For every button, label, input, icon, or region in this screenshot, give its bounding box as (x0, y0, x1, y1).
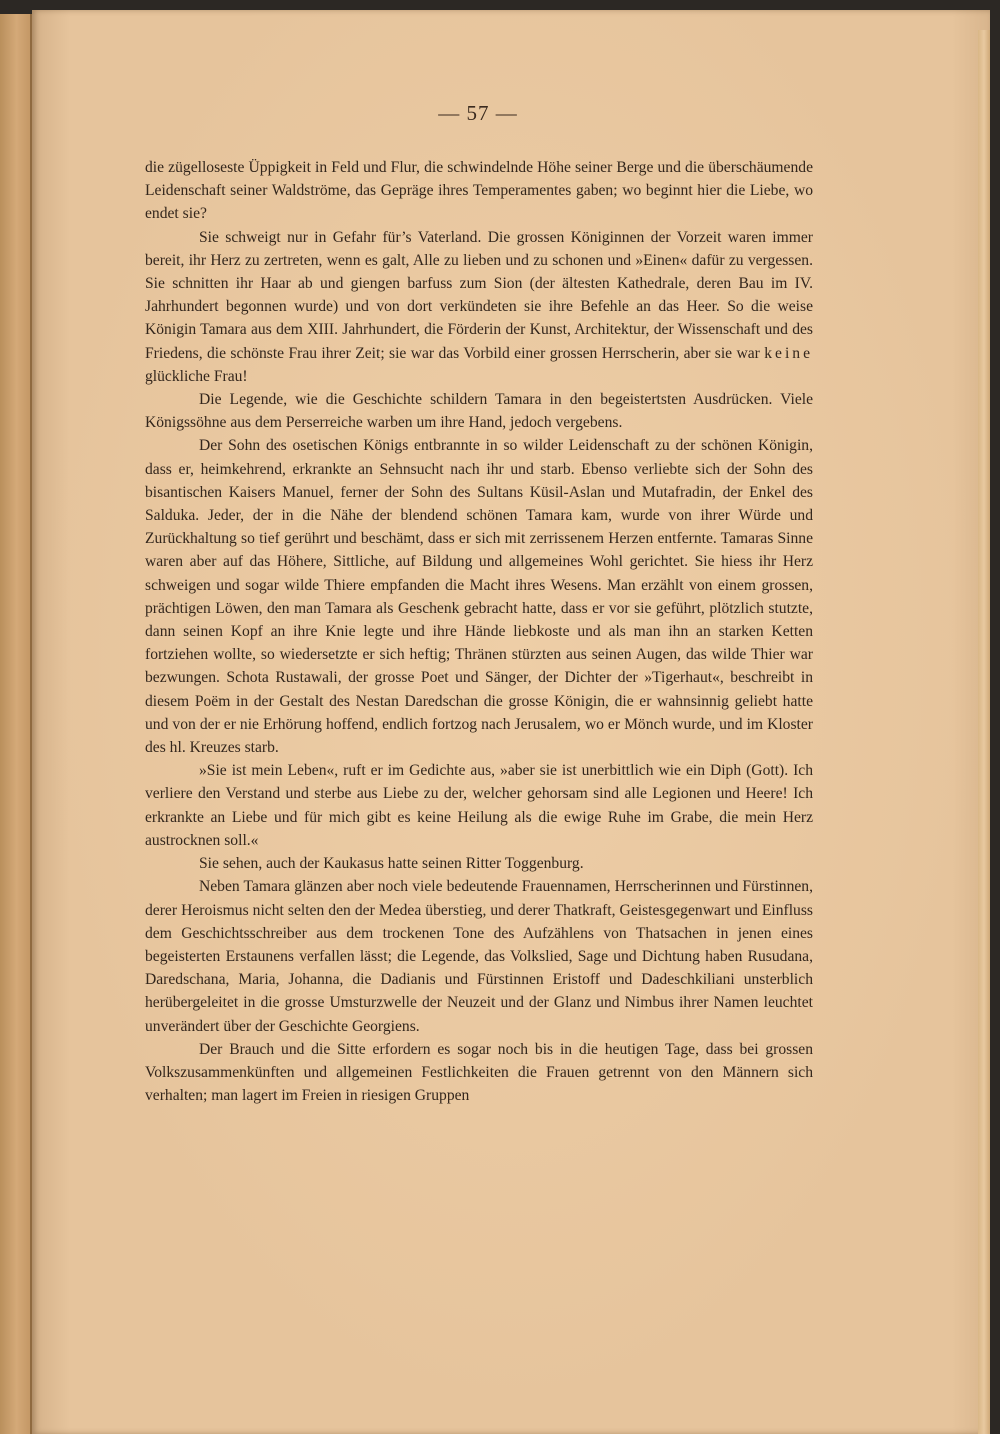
paragraph-1: die zügelloseste Üppigkeit in Feld und Flur, die schwindelnde Höhe seiner Berge und die überschäumende Leidenschaft seiner Waldströme, das Gepräge ihres Temperamentes gaben; wo beginnt hier die Liebe, wo endet sie? (145, 159, 813, 223)
previous-page-edge (0, 14, 32, 1434)
paragraph-2-text: Sie schweigt nur in Gefahr für’s Vaterland. Die grossen Königinnen der Vorzeit waren immer bereit, ihr Herz zu zertreten, wenn es galt, Alle zu lieben und zu schonen und »Einen« dafür zu vergessen. Sie schnitten ihr Haar ab und giengen barfuss zum Sion (der ältesten Kathedrale, deren Bau im IV. Jahrhundert begonnen wurde) und von dort verkündeten sie ihre Befehle an das Heer. So die weise Königin Tamara aus dem XIII. Jahrhundert, die Förderin der Kunst, Architektur, der Wissenschaft und des Friedens, die schönste Frau ihrer Zeit; sie war das Vorbild einer grossen Herrscherin, aber sie war (145, 228, 813, 362)
page-edge (978, 30, 990, 1434)
paragraph-7: Neben Tamara glänzen aber noch viele bedeutende Frauennamen, Herrscherinnen und Fürstinnen, derer Heroismus nicht selten den der Medea überstieg, und derer Thatkraft, Geistesgegenwart und Einfluss dem Geschichtsschreiber aus dem trockenen Tone des Aufzählens von Thatsachen in jenen eines begeisterten Erstaunens verfallen lässt; die Legende, das Volkslied, Sage und Dichtung haben Rusudana, Daredschana, Maria, Johanna, die Dadianis und Fürstinnen Eristoff und Dadeschkiliani unsterblich herübergeleitet in die grosse Umsturzwelle der Neuzeit und der Glanz und Nimbus ihrer Namen leuchtet unverändert über der Geschichte Georgiens. (145, 878, 813, 1035)
paragraph-8: Der Brauch und die Sitte erfordern es sogar noch bis in die heutigen Tage, dass bei grossen Volkszusammenkünften und allgemeinen Festlichkeiten die Frauen getrennt von den Männern sich verhalten; man lagert im Freien in riesigen Gruppen (145, 1040, 813, 1105)
paragraph-3: Die Legende, wie die Geschichte schildern Tamara in den begeistertsten Ausdrücken. Viele Königssöhne aus dem Perserreiche warben um ihre Hand, jedoch vergebens. (145, 391, 813, 432)
emphasized-word: keine (764, 344, 814, 362)
paragraph-4: Der Sohn des osetischen Königs entbrannte in so wilder Leidenschaft zu der schönen Königin, dass er, heimkehrend, erkrankte an Sehnsucht nach ihr und starb. Ebenso verliebte sich der Sohn des bisantischen Kaisers Manuel, ferner der Sohn des Sultans Küsil-Aslan und Mutafradin, der Enkel des Salduka. Jeder, der in die Nähe der blendend schönen Tamara kam, wurde von ihrer Würde und Zurückhaltung so tief gerührt und beschämt, dass er sich mit zerrissenem Herzen entfernte. Tamaras Sinne waren aber auf das Höhere, Sittliche, auf Bildung und allgemeines Wohl gerichtet. Sie hiess ihr Herz schweigen und sogar wilde Thiere empfanden die Macht ihres Wesens. Man erzählt von einem grossen, prächtigen Löwen, den man Tamara als Geschenk gebracht hatte, dass er vor sie geführt, plötzlich stutzte, dann seinen Kopf an ihre Knie legte und ihre Hände liebkoste und als man ihn an starken Ketten fortziehen wollte, so wiedersetzte er sich heftig; Thränen stürzten aus seinen Augen, das wilde Thier war bezwungen. Schota Rustawali, der grosse Poet und Sänger, der Dichter der »Tigerhaut«, beschreibt in diesem Poëm in der Gestalt des Nestan Daredschan die grosse Königin, die er wahnsinnig geliebt hatte und von der er nie Erhörung hoffend, endlich fortzog nach Jerusalem, wo er Mönch wurde, und im Kloster des hl. Kreuzes starb. (145, 437, 813, 757)
paragraph-2 (145, 226, 813, 388)
paragraph-5: »Sie ist mein Leben«, ruft er im Gedichte aus, »aber sie ist unerbittlich wie ein Diph (Gott). Ich verliere den Verstand und sterbe aus Liebe zu der, welcher gehorsam sind alle Legionen und Heere! Ich erkrankte an Liebe und für mich gibt es keine Heilung als die ewige Ruhe im Grabe, die mein Herz austrocknen soll.« (145, 762, 813, 849)
paragraph-2-tail: glückliche Frau! (145, 367, 248, 385)
body-text (145, 156, 813, 1107)
paragraph-6: Sie sehen, auch der Kaukasus hatte seinen Ritter Toggenburg. (199, 855, 584, 873)
page-number: — 57 — (438, 101, 518, 125)
